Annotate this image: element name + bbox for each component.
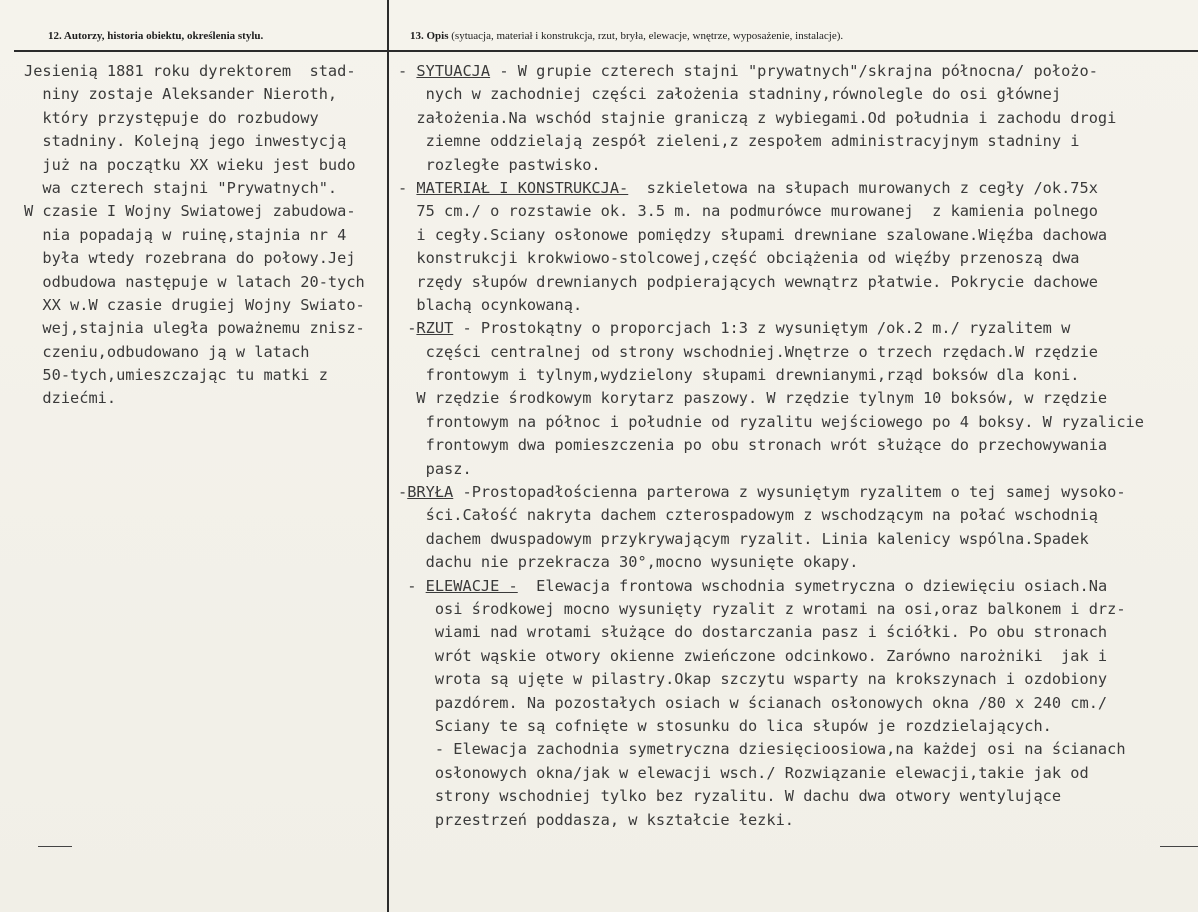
header-right-number: 13. [410, 30, 424, 42]
section-heading: SYTUACJA [416, 62, 491, 80]
history-line: nia popadają w ruinę,stajnia nr 4 [24, 225, 347, 244]
history-line: W czasie I Wojny Swiatowej zabudowa- [24, 202, 356, 221]
line-text: W rzędzie środkowym korytarz paszowy. W rzędzie tylnym 10 boksów, w rzędzie [398, 389, 1108, 408]
section-heading: ELEWACJE - [425, 576, 518, 595]
line-prefix: - [398, 178, 417, 197]
line-text: 75 cm./ o rozstawie ok. 3.5 m. na podmurówce murowanej z kamienia polnego [398, 202, 1098, 221]
line-text: - Prostokątny o proporcjach 1:3 z wysuniętym /ok.2 m./ ryzalitem w [453, 319, 1071, 338]
line-text: osi środkowej mocno wysunięty ryzalit z wrotami na osi,oraz balkonem i drz- [398, 599, 1126, 618]
description-line [398, 317, 1193, 340]
description-line [398, 364, 1193, 387]
line-text: pazdórem. Na pozostałych osiach w ścianach osłonowych okna /80 x 240 cm./ [398, 693, 1108, 712]
line-text: wrót wąskie otwory okienne zwieńczone odcinkowo. Zarówno narożniki jak i [398, 646, 1108, 665]
description-line [398, 434, 1193, 457]
line-prefix: - [398, 62, 417, 80]
description-line [398, 598, 1193, 621]
history-line: już na początku XX wieku jest budo [24, 155, 356, 174]
header-left [48, 30, 263, 42]
line-text: dachu nie przekracza 30°,mocno wysunięte okapy. [398, 553, 859, 572]
line-text: osłonowych okna/jak w elewacji wsch./ Rozwiązanie elewacji,takie jak od [398, 763, 1089, 782]
column-divider [387, 0, 389, 912]
line-text: ziemne oddzielają zespół zieleni,z zespołem administracyjnym stadniny i [398, 132, 1080, 151]
history-text-column [24, 60, 380, 411]
section-heading: MATERIAŁ I KONSTRUKCJA- [416, 178, 629, 197]
history-line: wa czterech stajni "Prywatnych". [24, 178, 338, 197]
description-line [398, 200, 1193, 223]
description-line [398, 504, 1193, 527]
line-text: wiami nad wrotami służące do dostarczania pasz i ściółki. Po obu stronach [398, 623, 1108, 642]
description-line [398, 60, 1193, 83]
line-text: - Elewacja zachodnia symetryczna dziesięcioosiowa,na każdej osi na ścianach [398, 740, 1126, 759]
description-line [398, 130, 1193, 153]
header-left-number: 12. [48, 30, 62, 42]
history-line: który przystępuje do rozbudowy [24, 108, 319, 127]
line-text: Elewacja frontowa wschodnia symetryczna o dziewięciu osiach.Na [517, 576, 1108, 595]
header-right-subtitle: (sytuacja, materiał i konstrukcja, rzut, bryła, elewacje, wnętrze, wyposażenie, instalacje). [451, 30, 844, 42]
description-line [398, 177, 1193, 200]
description-line [398, 154, 1193, 177]
description-line [398, 621, 1193, 644]
line-text: blachą ocynkowaną. [398, 295, 583, 314]
description-line [398, 668, 1193, 691]
header-right [410, 30, 843, 42]
history-line: dziećmi. [24, 389, 117, 408]
section-heading: BRYŁA [407, 483, 454, 502]
line-text: - W grupie czterech stajni "prywatnych"/skrajna północna/ położo- [490, 62, 1098, 80]
line-prefix: - [398, 576, 426, 595]
history-line: była wtedy rozebrana do połowy.Jej [24, 249, 356, 268]
description-text-column [398, 60, 1193, 832]
history-line: odbudowa następuje w latach 20-tych [24, 272, 365, 291]
section-heading: RZUT [416, 319, 454, 338]
description-line [398, 692, 1193, 715]
description-line [398, 645, 1193, 668]
line-text: rozległe pastwisko. [398, 155, 601, 174]
line-text: frontowym dwa pomieszczenia po obu stronach wrót służące do przechowywania [398, 436, 1108, 455]
line-text: frontowym i tylnym,wydzielony słupami drewnianymi,rząd boksów dla koni. [398, 366, 1080, 385]
description-line [398, 83, 1193, 106]
description-line [398, 247, 1193, 270]
line-text: ści.Całość nakryta dachem czterospadowym z wschodzącym na połać wschodnią [398, 506, 1098, 525]
description-line [398, 481, 1193, 504]
description-line [398, 738, 1193, 761]
history-line: Jesienią 1881 roku dyrektorem stad- [24, 62, 356, 80]
history-line: XX w.W czasie drugiej Wojny Swiato- [24, 295, 365, 314]
description-line [398, 458, 1193, 481]
description-line [398, 294, 1193, 317]
line-text: nych w zachodniej części założenia stadniny,równolegle do osi głównej [398, 85, 1062, 104]
line-text: frontowym na północ i południe od ryzalitu wejściowego po 4 boksy. W ryzalicie [398, 412, 1144, 431]
line-text: wrota są ujęte w pilastry.Okap szczytu wsparty na krokszynach i ozdobiony [398, 670, 1108, 689]
line-text: -Prostopadłościenna parterowa z wysuniętym ryzalitem o tej samej wysoko- [453, 483, 1126, 502]
line-text: rzędy słupów drewnianych podpierających wewnątrz płatwie. Pokrycie dachowe [398, 272, 1098, 291]
description-line [398, 715, 1193, 738]
line-prefix: - [398, 319, 417, 338]
description-line [398, 551, 1193, 574]
header-right-title: Opis [426, 30, 449, 42]
line-text: szkieletowa na słupach murowanych z cegły /ok.75x [628, 178, 1098, 197]
history-line: czeniu,odbudowano ją w latach [24, 342, 310, 361]
description-line [398, 107, 1193, 130]
history-line: stadniny. Kolejną jego inwestycją [24, 132, 347, 151]
line-text: założenia.Na wschód stajnie graniczą z wybiegami.Od południa i zachodu drogi [398, 108, 1117, 127]
header-left-title: Autorzy, historia obiektu, określenia stylu. [63, 30, 264, 42]
description-line [398, 271, 1193, 294]
line-text: dachem dwuspadowym przykrywającym ryzalit. Linia kalenicy wspólna.Spadek [398, 529, 1089, 548]
line-text: części centralnej od strony wschodniej.Wnętrze o trzech rzędach.W rzędzie [398, 342, 1098, 361]
footer-mark-left [38, 846, 72, 847]
description-line [398, 785, 1193, 808]
description-line [398, 224, 1193, 247]
description-line [398, 762, 1193, 785]
history-line: 50-tych,umieszczając tu matki z [24, 366, 328, 385]
description-line [398, 411, 1193, 434]
history-line: niny zostaje Aleksander Nieroth, [24, 85, 338, 104]
footer-mark-right [1160, 846, 1198, 847]
line-text: Sciany te są cofnięte w stosunku do lica słupów je rozdzielających. [398, 716, 1052, 735]
line-text: konstrukcji krokwiowo-stolcowej,część obciążenia od więźby przenoszą dwa [398, 249, 1080, 268]
history-line: wej,stajnia uległa poważnemu znisz- [24, 319, 365, 338]
description-line [398, 809, 1193, 832]
line-text: pasz. [398, 459, 472, 478]
description-line [398, 341, 1193, 364]
description-line [398, 387, 1193, 410]
line-text: strony wschodniej tylko bez ryzalitu. W dachu dwa otwory wentylujące [398, 787, 1062, 806]
description-line [398, 575, 1193, 598]
description-line [398, 528, 1193, 551]
header-rule [14, 50, 1198, 52]
line-prefix: - [398, 483, 408, 502]
line-text: przestrzeń poddasza, w kształcie łezki. [398, 810, 795, 829]
line-text: i cegły.Sciany osłonowe pomiędzy słupami drewniane szalowane.Więźba dachowa [398, 225, 1108, 244]
